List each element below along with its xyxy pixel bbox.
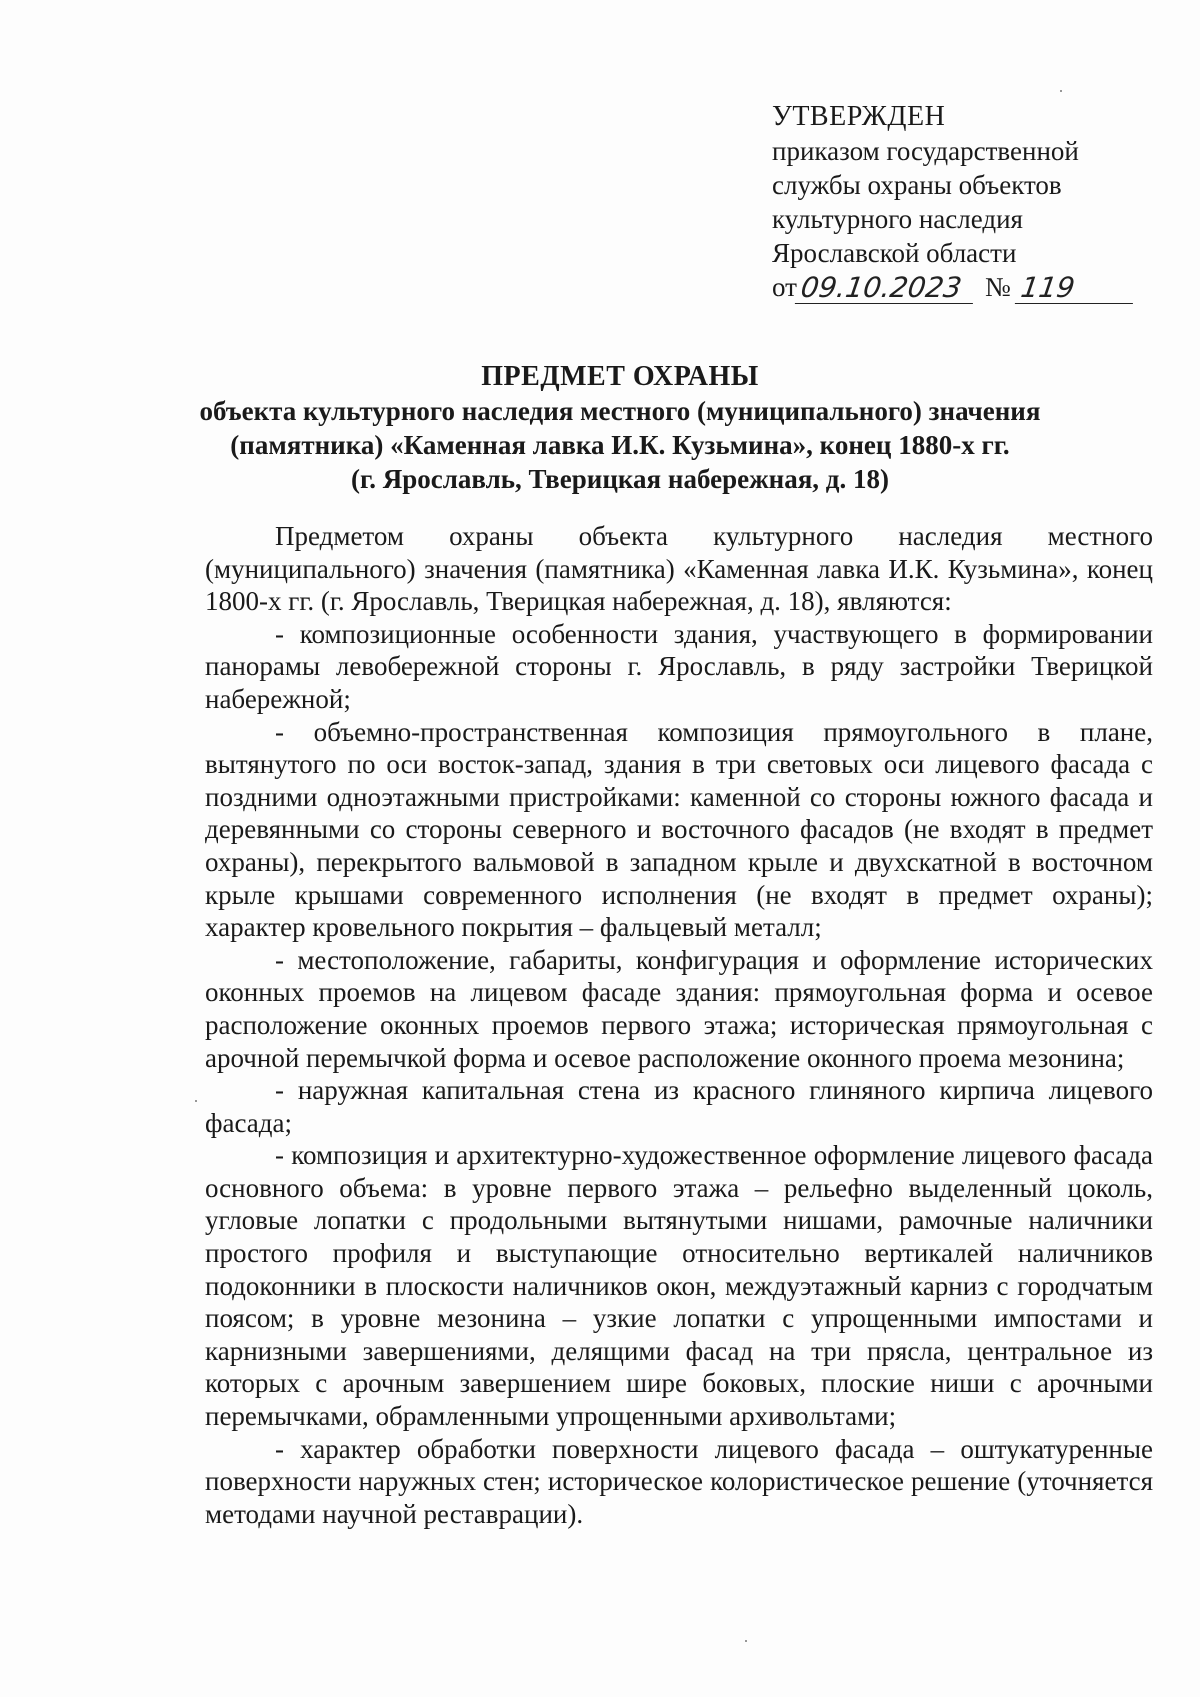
scan-speck: [745, 1640, 747, 1642]
body-paragraph: - наружная капитальная стена из красного глиняного кирпича лицевого фасада;: [205, 1075, 1153, 1138]
approval-title: УТВЕРЖДЕН: [772, 101, 946, 132]
scan-speck: [1060, 90, 1062, 92]
title-line: (г. Ярославль, Тверицкая набережная, д. 18): [351, 464, 889, 494]
approval-block: [772, 100, 1152, 304]
body-paragraph: - объемно-пространственная композиция прямоугольного в плане, вытянутого по оси восток-запад, здания в три световых оси лицевого фасада с поздними одноэтажными пристройками: каменной со стороны южного фасада и деревянными со стороны северного и восточного фасадов (не входят в предмет охраны), перекрытого вальмовой в западном крыле и двухскатной в восточном крыле крышами современного исполнения (не входят в предмет охраны); характер кровельного покрытия – фальцевый металл;: [205, 716, 1153, 943]
handwritten-number: 119: [1015, 273, 1137, 304]
document-body: [205, 520, 1153, 1530]
approval-line: приказом государственной: [772, 136, 1079, 166]
body-paragraph: - композиционные особенности здания, участвующего в формировании панорамы левобережной стороны г. Ярославль, в ряду застройки Тверицкой набережной;: [205, 618, 1153, 714]
title-line: объекта культурного наследия местного (муниципального) значения: [199, 396, 1041, 426]
title-line: (памятника) «Каменная лавка И.К. Кузьмина», конец 1880-х гг.: [230, 430, 1010, 460]
document-title-block: [120, 360, 1120, 496]
approval-line: Ярославской области: [772, 238, 1017, 268]
body-paragraph: - композиция и архитектурно-художественное оформление лицевого фасада основного объема: в уровне первого этажа – рельефно выделенный цоколь, угловые лопатки с продольными вытянутыми нишами, рамочные наличники простого профиля и выступающие относительно вертикалей наличников подоконники в плоскости наличников окон, междуэтажный карниз с городчатым поясом; в уровне мезонина – узкие лопатки с упрощенными импостами и карнизными завершениями, делящими фасад на три прясла, центральное из которых с арочным завершением шире боковых, плоские ниши с арочными перемычками, обрамленными упрощенными архивольтами;: [205, 1140, 1153, 1432]
date-prefix: от: [772, 272, 797, 302]
body-paragraph: - характер обработки поверхности лицевого фасада – оштукатуренные поверхности наружных стен; историческое колористическое решение (уточняется методами научной реставрации).: [205, 1433, 1153, 1529]
approval-line: службы охраны объектов: [772, 170, 1062, 200]
scan-speck: [195, 1100, 197, 1102]
handwritten-date: 09.10.2023: [795, 273, 977, 304]
number-sign: №: [984, 272, 1011, 302]
body-paragraph: - местоположение, габариты, конфигурация и оформление исторических оконных проемов на лицевом фасаде здания: прямоугольная форма и осевое расположение оконных проемов первого этажа; историческая прямоугольная с арочной перемычкой форма и осевое расположение оконного проема мезонина;: [205, 944, 1153, 1073]
approval-line: культурного наследия: [772, 204, 1023, 234]
approval-date-row: [772, 270, 1152, 304]
document-title: ПРЕДМЕТ ОХРАНЫ: [481, 361, 759, 392]
body-paragraph: Предметом охраны объекта культурного наследия местного (муниципального) значения (памятника) «Каменная лавка И.К. Кузьмина», конец 1800-х гг. (г. Ярославль, Тверицкая набережная, д. 18), являются:: [205, 521, 1153, 617]
